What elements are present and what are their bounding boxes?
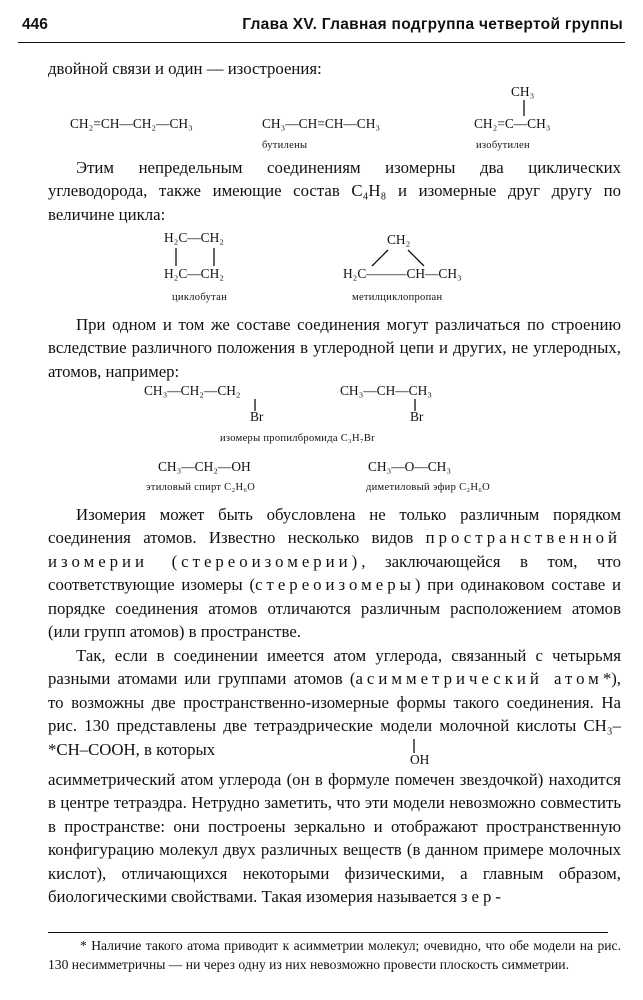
caption-methylcyclopropane: метилциклопропан	[352, 292, 443, 303]
text-line1: двойной связи и один — изостроения:	[48, 59, 322, 78]
caption-ethanol: этиловый спирт C₂H₆O	[146, 482, 256, 493]
paragraph-same-composition: При одном и том же составе соединения могут различаться по строению вследствие различного положения в углеродной цепи и других, не углеродных, атомов, например:	[48, 315, 621, 381]
formula-propylbromide-1: CH₃—CH₂—CH₂	[144, 383, 241, 398]
paragraph-cyclic: Этим непредельным соединениям изомерны два циклических углеводорода, также имеющие состав C₄H₈ и изомерные друг другу по величине цикла:	[48, 158, 621, 224]
formula-ethanol: CH₃—CH₂—OH	[158, 459, 251, 474]
paragraph-stereoisomerism: Изомерия может быть обусловлена не только различным порядком соединения атомов. Известно несколько видов пространственной изомерии (стереоизомерии), заключающейся в том, что соответствующие изомеры (стереоизомеры) при одинаковом составе и порядке соединения атомов отличаются различным расположением атомов (или групп атомов) в пространстве.	[48, 505, 621, 642]
chapter-title: Глава XV. Главная подгруппа четвертой группы	[242, 16, 623, 33]
formula-isobutene-top: CH₃	[511, 84, 535, 99]
formula-isobutene: CH₂=C—CH₃	[474, 116, 551, 131]
page-number: 446	[22, 16, 48, 33]
formula-cyclobutane-bottom: H₂C—CH₂	[164, 266, 224, 281]
formula-lactic-oh: OH	[410, 752, 430, 767]
formula-cyclobutane-top: H₂C—CH₂	[164, 230, 224, 245]
paragraph-asymmetric-cont: асимметрический атом углерода (он в формуле помечен звездочкой) находится в центре тетраэдра. Нетрудно заметить, что эти модели невозможно совместить в пространстве: они построены зеркально и отображают пространственную конфигурацию молекул двух различных веществ (в данном примере молочных кислот), отличающихся некоторыми физическими, а главным образом, биологическими свойствами. Такая изомерия называется зер-	[48, 770, 621, 907]
formula-br-1: Br	[250, 409, 264, 424]
footnote: * Наличие такого атома приводит к асимметрии молекул; очевидно, что обе модели на рис. 130 несимметричны — ни через одну из них невозможно провести плоскость симметрии.	[48, 938, 621, 972]
paragraph-asymmetric: Так, если в соединении имеется атом углерода, связанный с четырьмя разными атомами или группами атомов (асимметрический атом*), то возможны две пространственно-изомерные формы такого соединения. На рис. 130 представлены две тетраэдрические модели молочной кислоты CH₃–*CH–COOH, в которых	[48, 646, 621, 759]
formula-dimethyl-ether: CH₃—O—CH₃	[368, 459, 451, 474]
formula-butene-2: CH₃—CH=CH—CH₃	[262, 116, 381, 131]
cyclopropane-bond-right	[408, 250, 424, 266]
caption-isobutene: изобутилен	[476, 140, 530, 151]
formula-butene-1: CH₂=CH—CH₂—CH₃	[70, 116, 193, 131]
formula-br-2: Br	[410, 409, 424, 424]
caption-cyclobutane: циклобутан	[172, 292, 228, 303]
formula-methylcyclopropane: H₂C———CH—CH₃	[343, 266, 462, 281]
cyclopropane-bond-left	[372, 250, 388, 266]
caption-propylbromide: изомеры пропилбромида C₃H₇Br	[220, 433, 375, 444]
formula-propylbromide-2: CH₃—CH—CH₃	[340, 383, 432, 398]
formula-methylcyclopropane-top: CH₂	[387, 232, 411, 247]
caption-butenes: бутилены	[262, 140, 308, 151]
caption-dimethyl-ether: диметиловый эфир C₂H₆O	[366, 482, 491, 493]
